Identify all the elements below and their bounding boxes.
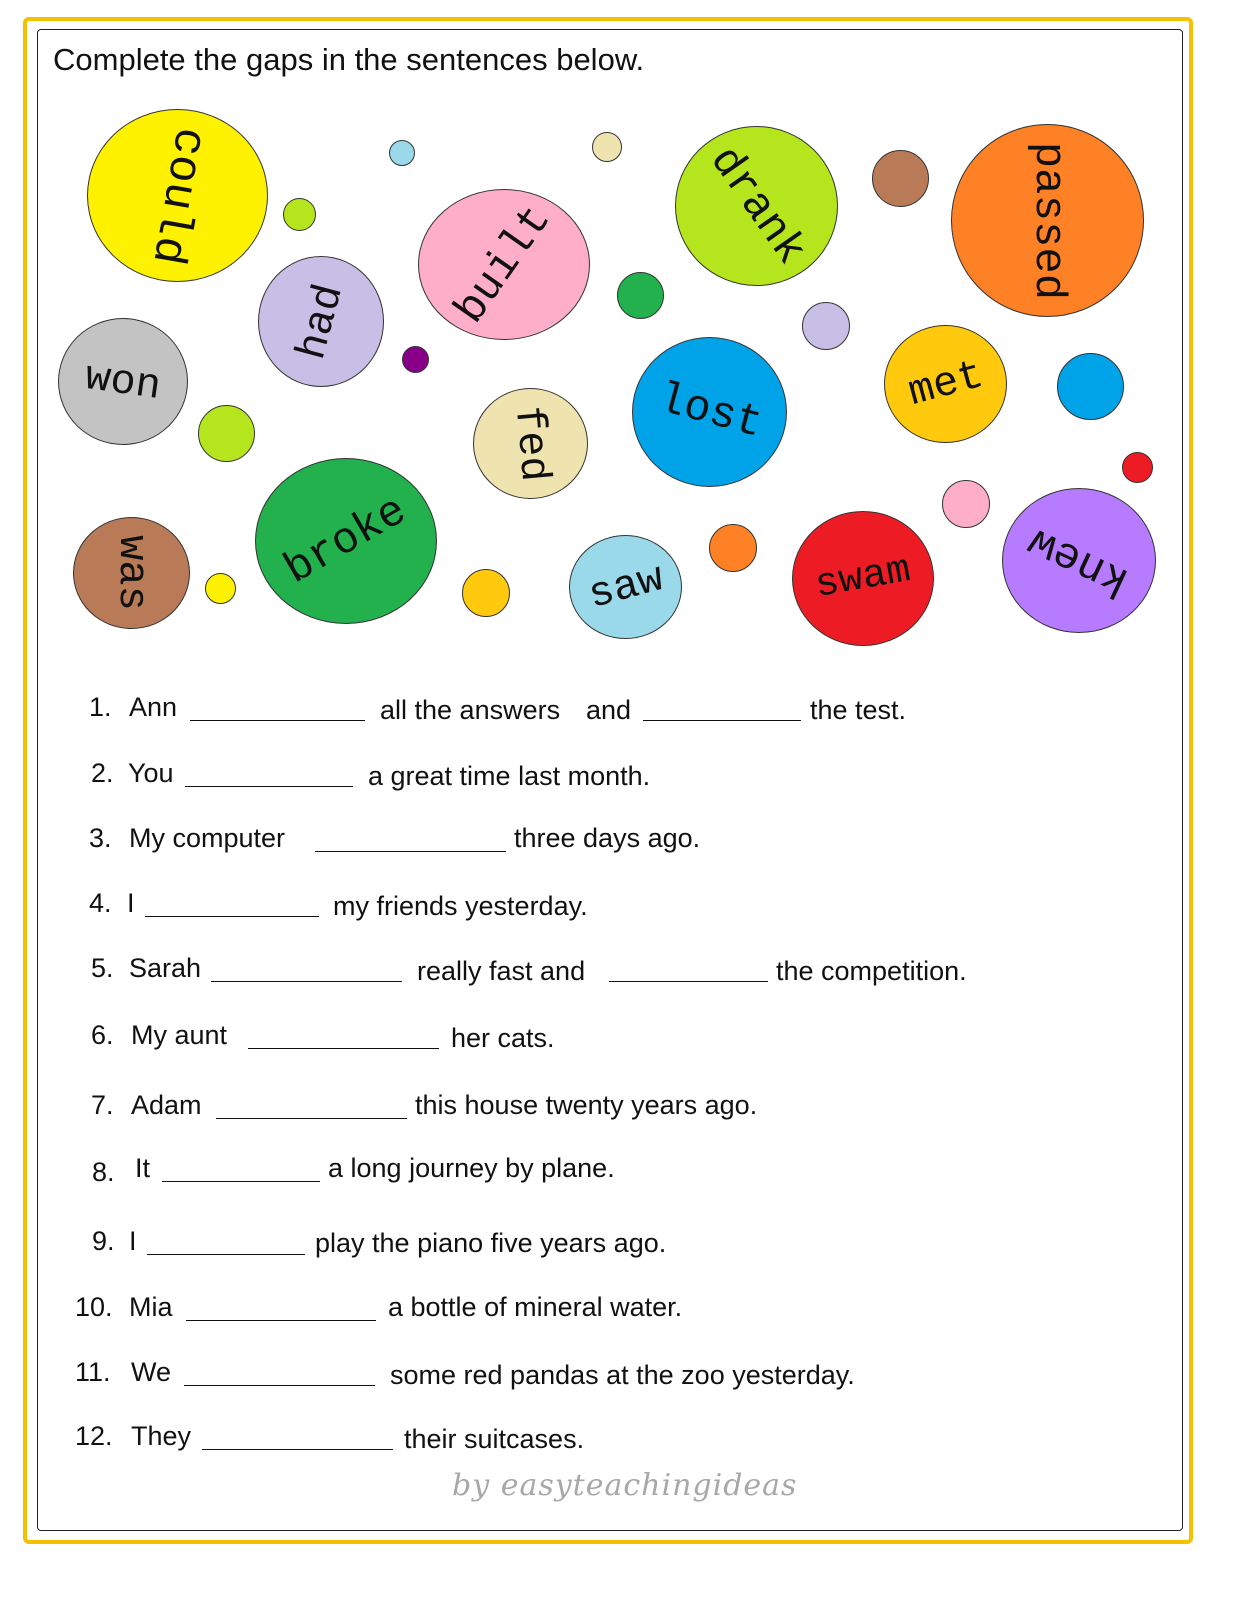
sentence-text: Adam (131, 1090, 202, 1120)
sentence-number: 1. (89, 692, 112, 722)
instructions-heading: Complete the gaps in the sentences below. (53, 42, 645, 77)
sentence-text: a great time last month. (368, 761, 651, 791)
sentence-text: Sarah (129, 953, 202, 983)
decorative-dot (1057, 353, 1124, 420)
sentence-text: three days ago. (514, 823, 701, 853)
sentence-text: and (586, 695, 632, 725)
decorative-dot (283, 198, 316, 231)
sentence-text: all the answers (380, 695, 561, 725)
word-won: won (82, 352, 164, 411)
sentence-text: play the piano five years ago. (315, 1228, 667, 1258)
decorative-dot (402, 346, 429, 373)
gap-blank[interactable] (162, 1181, 320, 1182)
decorative-dot (389, 140, 415, 166)
sentence-number: 10. (75, 1292, 113, 1322)
decorative-dot (617, 272, 664, 319)
word-met: met (902, 351, 989, 417)
gap-blank[interactable] (248, 1048, 439, 1049)
sentence-number: 6. (91, 1020, 114, 1050)
sentence-text: My aunt (131, 1020, 228, 1050)
decorative-dot (198, 405, 255, 462)
gap-blank[interactable] (315, 851, 506, 852)
word-bubble-had[interactable] (258, 256, 384, 387)
sentence-text: My computer (129, 823, 286, 853)
decorative-dot (1122, 452, 1153, 483)
sentence-text: a bottle of mineral water. (388, 1292, 683, 1322)
decorative-dot (802, 302, 850, 350)
sentence-text: the competition. (776, 956, 967, 986)
word-fed: fed (503, 403, 558, 484)
word-bubble-swam[interactable] (792, 511, 934, 646)
word-bubble-built[interactable] (418, 189, 590, 340)
word-drank: drank (698, 137, 815, 275)
decorative-dot (462, 569, 510, 617)
word-bubble-could[interactable] (87, 109, 268, 282)
credit-watermark: by easyteachingideas (452, 1468, 798, 1503)
sentence-number: 9. (92, 1226, 115, 1256)
word-lost: lost (652, 374, 767, 450)
decorative-dot (592, 132, 622, 162)
word-bubble-met[interactable] (884, 325, 1007, 443)
gap-blank[interactable] (216, 1118, 407, 1119)
sentence-text: some red pandas at the zoo yesterday. (390, 1360, 855, 1390)
sentence-number: 2. (91, 758, 114, 788)
sentence-text: Mia (129, 1292, 173, 1322)
gap-blank[interactable] (609, 981, 768, 982)
sentence-text: really fast and (417, 956, 586, 986)
sentence-number: 5. (91, 953, 114, 983)
sentence-text: their suitcases. (404, 1424, 585, 1454)
word-passed: passed (1022, 141, 1073, 300)
word-bubble-knew[interactable] (1002, 488, 1156, 633)
decorative-dot (709, 524, 757, 572)
word-broke: broke (276, 486, 416, 596)
gap-blank[interactable] (184, 1385, 375, 1386)
sentence-number: 12. (75, 1421, 113, 1451)
gap-blank[interactable] (185, 786, 353, 787)
word-bubble-broke[interactable] (255, 458, 437, 624)
word-bubble-saw[interactable] (569, 535, 682, 639)
word-could: could (139, 123, 216, 268)
word-bubble-fed[interactable] (473, 388, 588, 499)
word-was: was (107, 535, 156, 611)
sentence-text: They (131, 1421, 192, 1451)
word-swam: swam (811, 547, 915, 609)
sentence-text: her cats. (451, 1023, 555, 1053)
word-had: had (288, 278, 354, 365)
sentence-text: Ann (129, 692, 178, 722)
sentence-text: It (135, 1153, 151, 1183)
word-saw: saw (582, 554, 669, 620)
word-bubble-passed[interactable] (951, 124, 1144, 317)
decorative-dot (872, 150, 929, 207)
gap-blank[interactable] (643, 720, 801, 721)
sentence-text: the test. (810, 695, 907, 725)
word-bubble-won[interactable] (58, 318, 188, 445)
sentence-text: You (128, 758, 174, 788)
sentence-text: my friends yesterday. (333, 891, 588, 921)
gap-blank[interactable] (202, 1449, 393, 1450)
word-knew: knew (1020, 515, 1138, 606)
gap-blank[interactable] (186, 1320, 376, 1321)
gap-blank[interactable] (147, 1254, 305, 1255)
gap-blank[interactable] (190, 720, 365, 721)
sentence-number: 3. (89, 823, 112, 853)
gap-blank[interactable] (211, 981, 402, 982)
sentence-text: I (127, 888, 135, 918)
sentence-number: 4. (89, 888, 112, 918)
decorative-dot (205, 573, 236, 604)
word-bubble-drank[interactable] (675, 126, 838, 286)
decorative-dot (942, 480, 990, 528)
sentence-number: 7. (91, 1090, 114, 1120)
sentence-text: this house twenty years ago. (415, 1090, 758, 1120)
sentence-number: 11. (75, 1357, 111, 1387)
sentence-text: We (131, 1357, 172, 1387)
sentence-text: I (129, 1226, 137, 1256)
word-built: built (445, 196, 563, 333)
word-bubble-was[interactable] (73, 517, 190, 629)
sentence-text: a long journey by plane. (328, 1153, 615, 1183)
word-bubble-lost[interactable] (632, 337, 787, 487)
sentence-number: 8. (92, 1157, 115, 1187)
gap-blank[interactable] (145, 916, 319, 917)
